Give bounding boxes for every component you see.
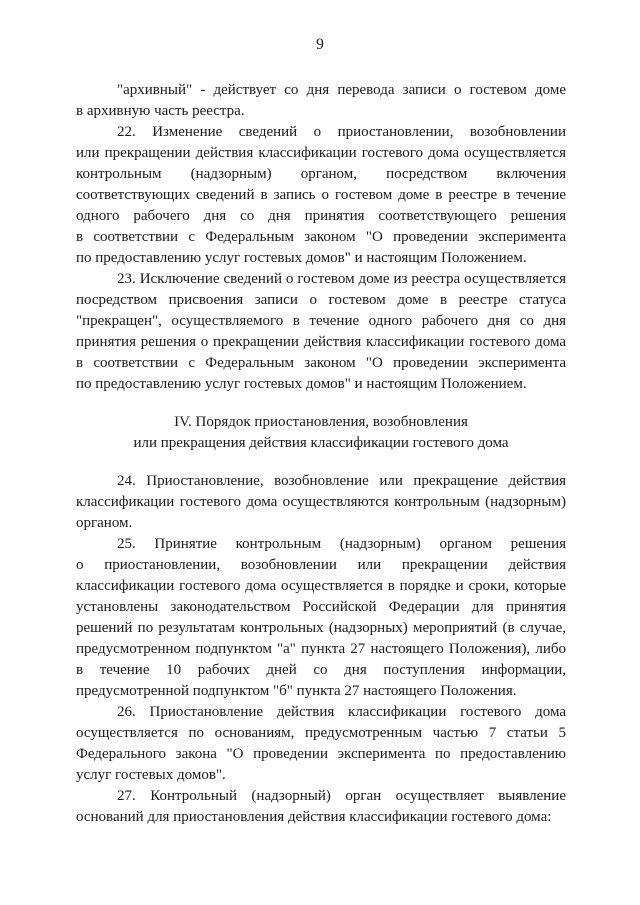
section-heading-line-1: IV. Порядок приостановления, возобновления <box>174 414 468 430</box>
text-line: Федерального закона "О проведении эксперимента по предоставлению <box>76 746 566 762</box>
text-line: принятия решения о прекращении действия классификации гостевого дома <box>76 334 566 350</box>
text-line: в соответствии с Федеральным законом "О проведении эксперимента <box>76 229 566 245</box>
text-line: контрольным (надзорным) органом, посредством включения <box>76 166 566 182</box>
text-line: органом. <box>76 515 133 531</box>
text-line: установлены законодательством Российской Федерации для принятия <box>76 599 566 615</box>
text-line: осуществляется по основаниям, предусмотренным частью 7 статьи 5 <box>76 725 566 741</box>
text-line: классификации гостевого дома осуществляются контрольным (надзорным) <box>76 494 566 510</box>
text-line: предусмотренном подпунктом "а" пункта 27 настоящего Положения), либо <box>76 641 566 657</box>
text-line: классификации гостевого дома осуществляется в порядке и сроки, которые <box>76 578 566 594</box>
text-line: по предоставлению услуг гостевых домов" и настоящим Положением. <box>76 250 527 266</box>
paragraph-23-first-line: 23. Исключение сведений о гостевом доме из реестра осуществляется <box>117 271 566 287</box>
text-line: о приостановлении, возобновлении или прекращении действия <box>76 557 566 573</box>
text-line: "прекращен", осуществляемого в течение одного рабочего дня со дня <box>76 313 566 329</box>
text-line: "архивный" - действует со дня перевода записи о гостевом доме <box>117 82 566 98</box>
text-line: соответствующих сведений в запись о гостевом доме в реестре в течение <box>76 187 566 203</box>
page-number: 9 <box>316 36 324 53</box>
text-line: в архивную часть реестра. <box>76 103 245 119</box>
text-line: посредством присвоения записи о гостевом доме в реестре статуса <box>76 292 566 308</box>
paragraph-25-first-line: 25. Принятие контрольным (надзорным) органом решения <box>117 536 566 552</box>
paragraph-26-first-line: 26. Приостановление действия классификации гостевого дома <box>117 704 566 720</box>
paragraph-27-first-line: 27. Контрольный (надзорный) орган осуществляет выявление <box>117 788 566 804</box>
text-line: в течение 10 рабочих дней со дня поступления информации, <box>76 662 566 678</box>
text-line: оснований для приостановления действия классификации гостевого дома: <box>76 809 552 825</box>
section-heading-line-2: или прекращения действия классификации гостевого дома <box>133 435 509 451</box>
text-line: услуг гостевых домов". <box>76 767 226 783</box>
text-line: одного рабочего дня со дня принятия соответствующего решения <box>76 208 566 224</box>
paragraph-22-first-line: 22. Изменение сведений о приостановлении, возобновлении <box>117 124 566 140</box>
text-line: решений по результатам контрольных (надзорных) мероприятий (в случае, <box>76 620 566 636</box>
text-line: или прекращении действия классификации гостевого дома осуществляется <box>76 145 566 161</box>
text-line: в соответствии с Федеральным законом "О проведении эксперимента <box>76 355 566 371</box>
paragraph-24-first-line: 24. Приостановление, возобновление или прекращение действия <box>117 473 566 489</box>
text-line: по предоставлению услуг гостевых домов" и настоящим Положением. <box>76 376 527 392</box>
text-line: предусмотренной подпунктом "б" пункта 27 настоящего Положения. <box>76 683 517 699</box>
